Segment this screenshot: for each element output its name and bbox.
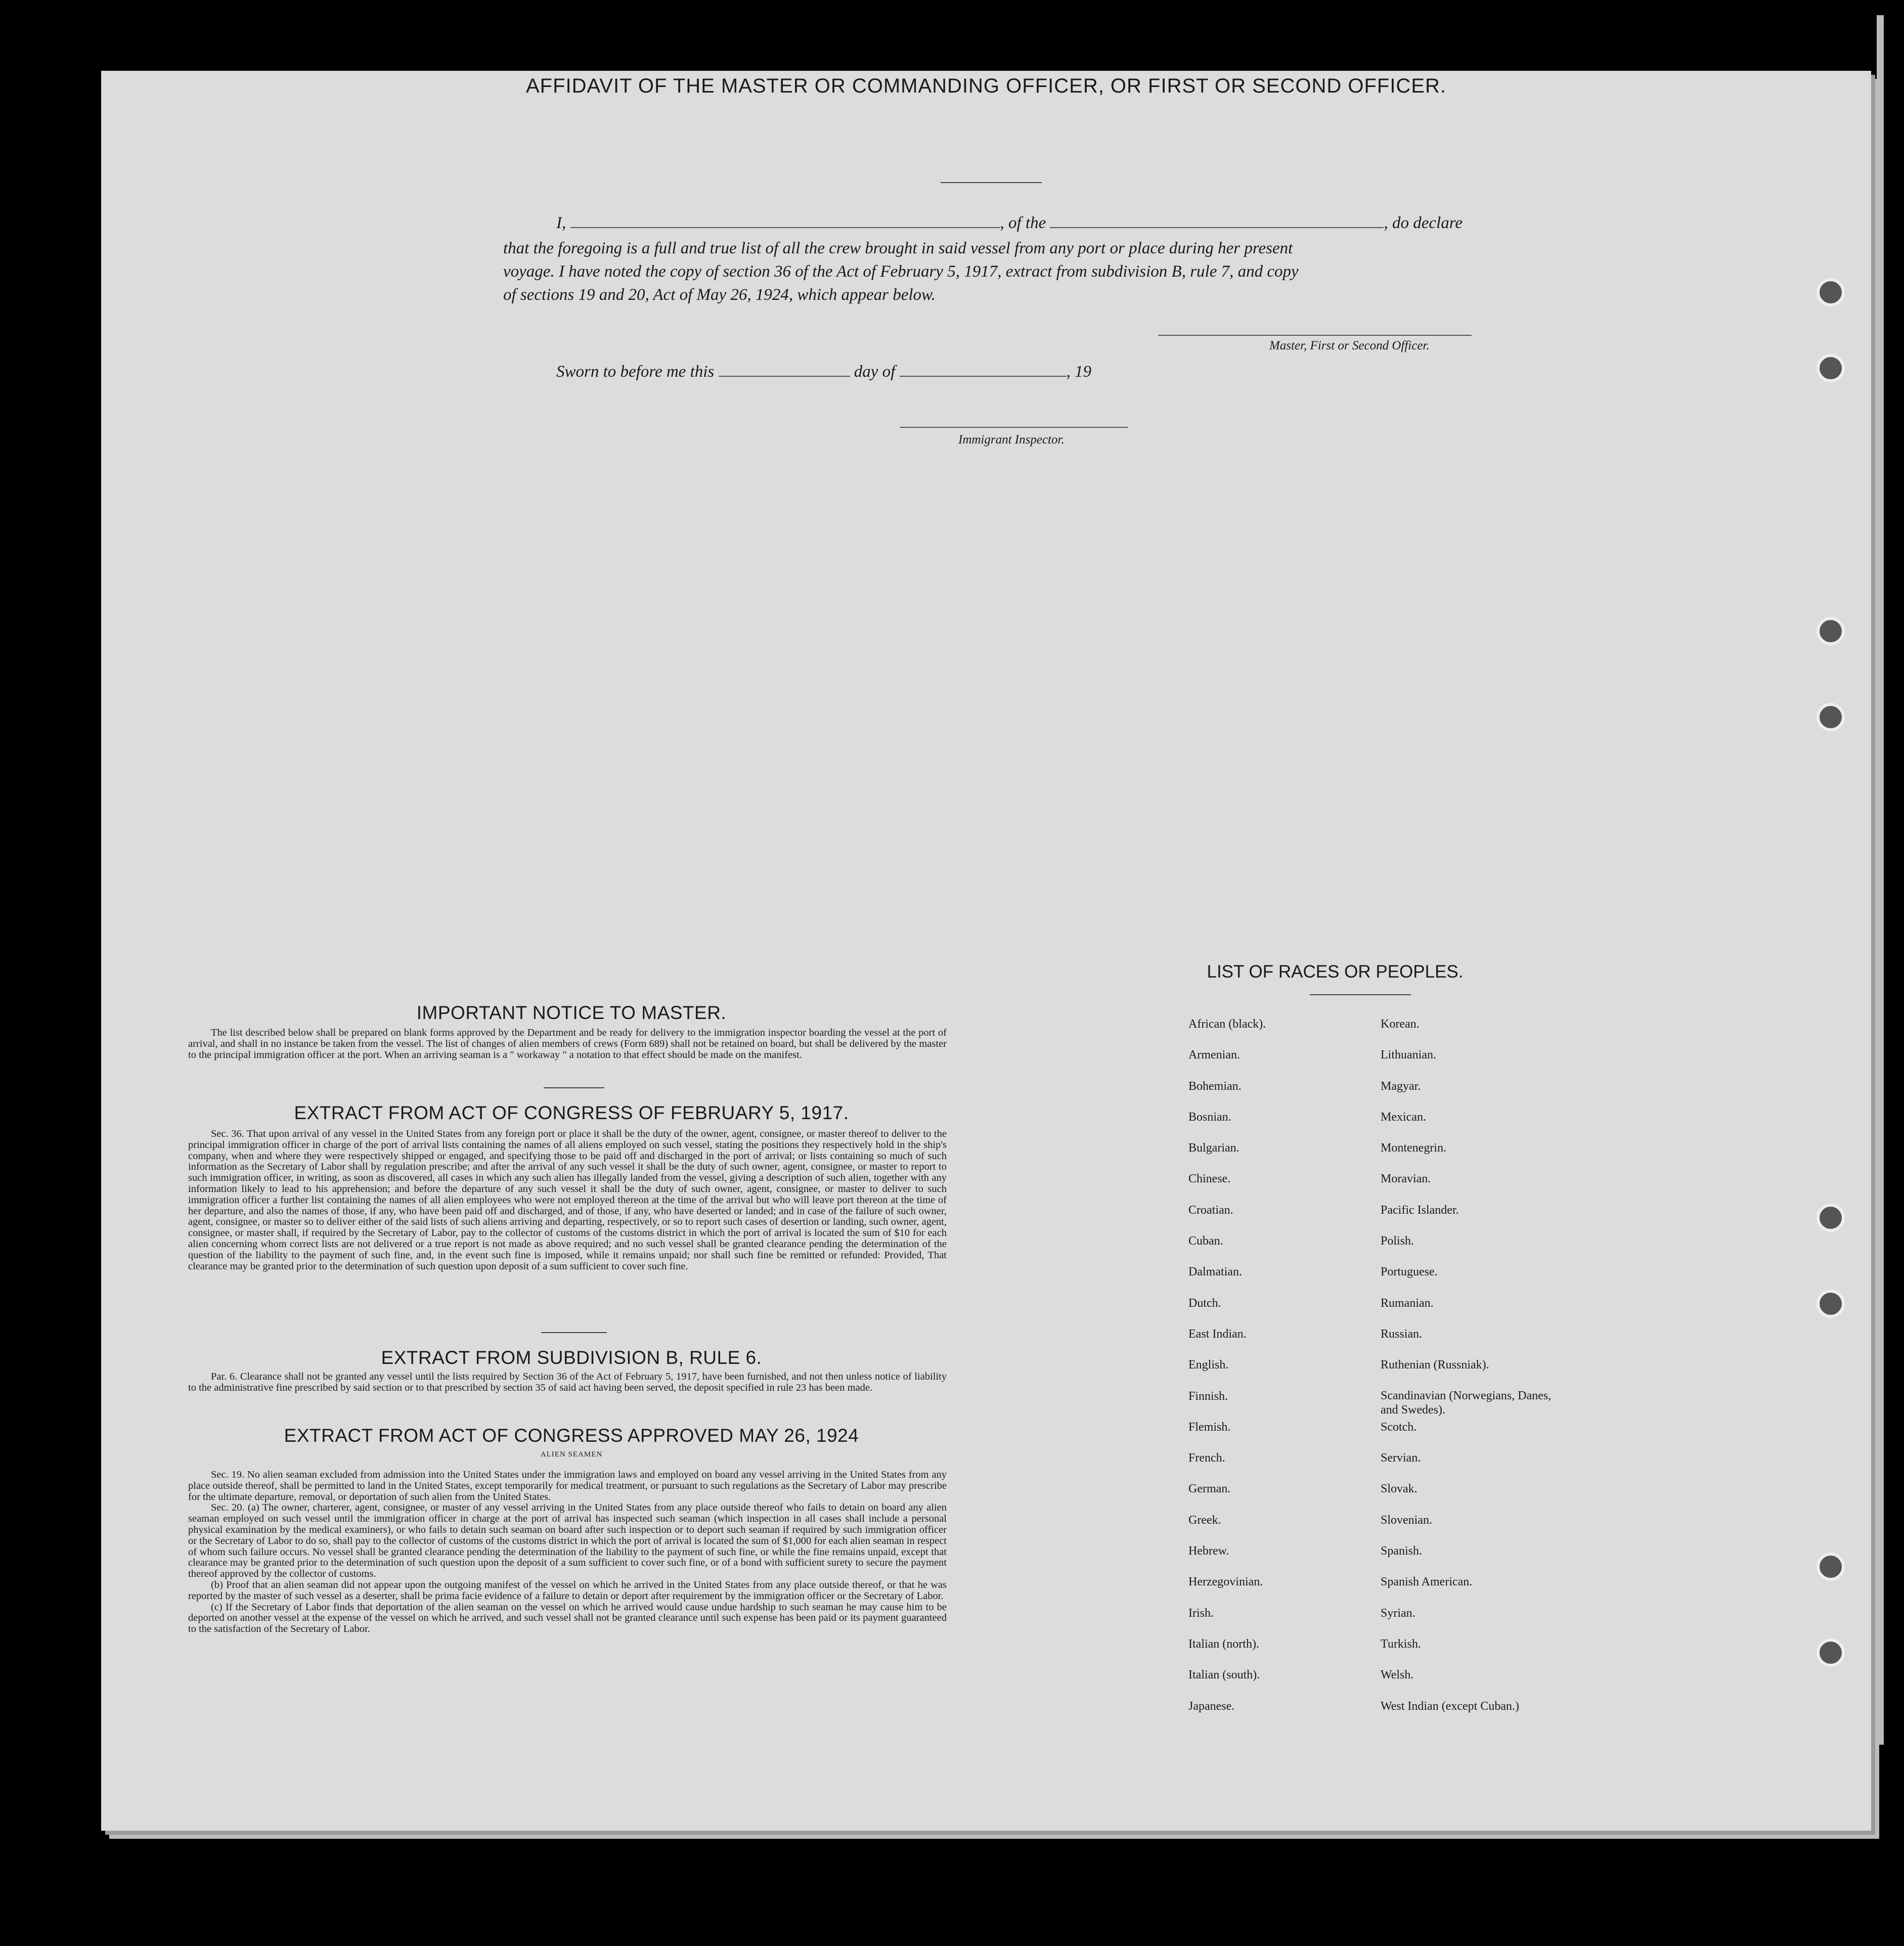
race-item: African (black). [1188, 1018, 1266, 1031]
race-item: Korean. [1381, 1018, 1420, 1031]
binder-hole [1817, 617, 1845, 645]
signature-field[interactable] [1158, 335, 1472, 336]
act-1924-sec20c: (c) If the Secretary of Labor finds that deportation of the alien seaman on the vessel on which he arrived would cause undue hardship to such seaman he may cause him to be deported on another vessel at the expense of the vessel on which he arrived, and such vessel shall not be granted clearance until such expense has been paid or its payment guaranteed to the satisfaction of the Secretary of Labor. [188, 1601, 947, 1635]
race-item: German. [1188, 1482, 1231, 1496]
race-item: Croatian. [1188, 1203, 1233, 1217]
race-item: Herzegovinian. [1188, 1575, 1263, 1589]
sworn-day-field[interactable] [719, 376, 850, 377]
race-item: Ruthenian (Russniak). [1381, 1358, 1489, 1372]
declaration-line3: of sections 19 and 20, Act of May 26, 1924, which appear below. [503, 286, 936, 304]
race-item: Italian (north). [1188, 1637, 1259, 1651]
binder-hole [1817, 703, 1845, 731]
name-field[interactable] [570, 227, 1000, 228]
act-1924-sec20b: (b) Proof that an alien seaman did not appear upon the outgoing manifest of the vessel on which he arrived in the United States from any place outside thereof, or that he was reported by the master of such vessel as a deserter, shall be prima facie evidence of a failure to detain or deport after requirement by the immigration officer or the Secretary of Labor. [188, 1579, 947, 1602]
race-item: Dutch. [1188, 1296, 1221, 1310]
race-item: Bulgarian. [1188, 1141, 1239, 1155]
race-item: Japanese. [1188, 1699, 1235, 1713]
declaration-line1: that the foregoing is a full and true list of all the crew brought in said vessel from any port or place during her present [503, 239, 1293, 257]
act-1917-sec36: Sec. 36. That upon arrival of any vessel in the United States from any foreign port or place it shall be the duty of the owner, agent, consignee, or master thereof to deliver to the principal immigration officer in charge of the port of arrival lists containing the names of all aliens employed on such vessel, stating the positions they respectively hold in the ship's company, when and where they were respectively shipped or engaged, and specifying those to be paid off and discharged in the port of arrival; or lists containing so much of such information as the Secretary of Labor shall by regulation prescribe; and after the arrival of any such vessel it shall be the duty of such owner, agent, consignee, or master to report to such immigration officer, in writing, as soon as discovered, all cases in which any such alien has illegally landed from the vessel, giving a description of such alien, together with any information likely to lead to his apprehension; and before the departure of any such vessel it shall be the duty of such owner, agent, consignee, or master to deliver to such immigration officer a further list containing the names of all alien employees who were not employed thereon at the time of the arrival but who will leave port thereon at the time of her departure, and also the names of those, if any, who have been paid off and discharged, and of those, if any, who have deserted or landed; and in case of the failure of such owner, agent, consignee, or master so to deliver either of the said lists of such aliens arriving and departing, respectively, or so to report such cases of desertion or landing, such owner, agent, consignee, or master shall, if required by the Secretary of Labor, pay to the collector of customs of the customs district in which the port of arrival is located the sum of $10 for each alien concerning whom correct lists are not delivered or a true report is not made as above required; and no such vessel shall be granted clearance pending the determination of the question of the liability to the payment of such fine, and, in the event such fine is imposed, while it remains unpaid; nor shall such fine be remitted or refunded: Provided, That clearance may be granted prior to the determination of such question upon deposit of a sum sufficient to cover such fine. [188, 1128, 947, 1272]
divider-rule [544, 1087, 604, 1088]
act-1917-title: EXTRACT FROM ACT OF CONGRESS OF FEBRUARY 5, 1917. [294, 1102, 849, 1123]
race-item: Welsh. [1381, 1668, 1414, 1682]
race-item: Slovak. [1381, 1482, 1418, 1496]
race-item: East Indian. [1188, 1327, 1247, 1341]
act-1917-text [188, 1129, 947, 1272]
race-item: Italian (south). [1188, 1668, 1260, 1682]
inspector-signature-field[interactable] [900, 427, 1128, 428]
race-item: Bohemian. [1188, 1079, 1242, 1093]
notice-paragraph: The list described below shall be prepared on blank forms approved by the Department and be ready for delivery to the immigration inspector boarding the vessel at the port of arrival, and shall in no instance be taken from the vessel. The list of changes of alien members of crews (Form 689) shall not be retained on board, but shall be delivered by the master to the principal immigration officer at the port. When an arriving seaman is a " workaway " a notation to that effect should be made on the manifest. [188, 1027, 947, 1060]
race-item: Syrian. [1381, 1606, 1415, 1620]
race-item: Scandinavian (Norwegians, Danes, and Swedes). [1381, 1389, 1552, 1417]
sworn-day-label: day of [854, 363, 896, 381]
race-item: Cuban. [1188, 1234, 1223, 1248]
affidavit-title: AFFIDAVIT OF THE MASTER OR COMMANDING OFFICER, OR FIRST OR SECOND OFFICER. [526, 75, 1446, 97]
inspector-label: Immigrant Inspector. [958, 433, 1065, 447]
binder-hole [1817, 354, 1845, 382]
act-1924-text [188, 1470, 947, 1635]
race-item: Hebrew. [1188, 1544, 1229, 1558]
binder-hole [1817, 1639, 1845, 1667]
race-item: Magyar. [1381, 1079, 1421, 1093]
act-1924-title: EXTRACT FROM ACT OF CONGRESS APPROVED MAY 26, 1924 [284, 1425, 859, 1446]
race-item: Mexican. [1381, 1110, 1426, 1124]
race-item: Spanish American. [1381, 1575, 1473, 1589]
races-rule [1310, 994, 1411, 995]
races-right-column [1381, 1016, 1553, 1730]
race-item: Russian. [1381, 1327, 1423, 1341]
race-item: Polish. [1381, 1234, 1414, 1248]
declare-of-the: , of the [1000, 214, 1046, 232]
notice-title: IMPORTANT NOTICE TO MASTER. [416, 1002, 727, 1023]
races-left-column [1188, 1016, 1266, 1730]
title-rule [941, 182, 1042, 183]
race-item: Montenegrin. [1381, 1141, 1446, 1155]
race-item: Moravian. [1381, 1172, 1431, 1186]
rule6-title: EXTRACT FROM SUBDIVISION B, RULE 6. [381, 1347, 762, 1368]
race-item: English. [1188, 1358, 1229, 1372]
act-1924-sec20a: Sec. 20. (a) The owner, charterer, agent, consignee, or master of any vessel arriving in the United States from any place outside thereof who fails to detain on board any alien seaman employed on such vessel until the immigration officer in charge at the port of arrival has inspected such seaman (which inspection in all cases shall include a personal physical examination by the medical examiners), or who fails to detain such seaman on board after such inspection or to deport such seaman if required by such immigration officer or the Secretary of Labor to do so, shall pay to the collector of customs of the customs district in which the port of arrival is located the sum of $1,000 for each alien seaman in respect of whom such failure occurs. No vessel shall be granted clearance pending the determination of the liability to the payment of such fine, or while the fine remains unpaid, except that clearance may be granted prior to the determination of such question upon the deposit of a sum sufficient to cover such fine, or of a bond with sufficient surety to secure the payment thereof approved by the collector of customs. [188, 1502, 947, 1580]
binder-hole [1817, 1290, 1845, 1318]
race-item: Bosnian. [1188, 1110, 1231, 1124]
race-item: Irish. [1188, 1606, 1214, 1620]
race-item: Flemish. [1188, 1420, 1231, 1434]
race-item: Armenian. [1188, 1048, 1240, 1062]
rule6-text [188, 1372, 947, 1394]
sworn-text: Sworn to before me this [556, 363, 715, 381]
race-item: Portuguese. [1381, 1265, 1438, 1279]
race-item: Scotch. [1381, 1420, 1417, 1434]
sworn-month-field[interactable] [900, 376, 1067, 377]
sworn-year-label: , 19 [1066, 363, 1092, 381]
race-item: Slovenian. [1381, 1513, 1432, 1527]
page-edge [1877, 15, 1884, 1745]
declare-i: I, [556, 214, 566, 232]
race-item: Rumanian. [1381, 1296, 1434, 1310]
race-item: Servian. [1381, 1451, 1421, 1465]
binder-hole [1817, 1204, 1845, 1232]
race-item: Pacific Islander. [1381, 1203, 1459, 1217]
sworn-line [556, 360, 1091, 383]
act-1924-subtitle: ALIEN SEAMEN [540, 1450, 603, 1458]
race-item: Spanish. [1381, 1544, 1423, 1558]
binder-hole [1817, 1553, 1845, 1581]
divider-rule [541, 1332, 607, 1333]
binder-hole [1817, 278, 1845, 306]
declaration-line0 [556, 211, 1463, 235]
declaration-line2: voyage. I have noted the copy of section 36 of the Act of February 5, 1917, extract from subdivision B, rule 7, and copy [503, 262, 1299, 281]
declare-do: , do declare [1384, 214, 1463, 232]
race-item: Greek. [1188, 1513, 1221, 1527]
race-item: French. [1188, 1451, 1225, 1465]
act-1924-sec19: Sec. 19. No alien seaman excluded from admission into the United States under the immigration laws and employed on board any vessel arriving in the United States from any place outside thereof, shall be permitted to land in the United States, except temporarily for medical treatment, or pursuant to such regulations as the Secretary of Labor may prescribe for the ultimate departure, removal, or deportation of such alien from the United States. [188, 1469, 947, 1502]
notice-text [188, 1028, 947, 1060]
race-item: West Indian (except Cuban.) [1381, 1699, 1519, 1713]
race-item: Chinese. [1188, 1172, 1231, 1186]
races-title: LIST OF RACES OR PEOPLES. [1207, 962, 1464, 982]
rule6-par6: Par. 6. Clearance shall not be granted any vessel until the lists required by Section 36 of the Act of February 5, 1917, have been furnished, and not then unless notice of liability to the administrative fine prescribed by said section or to that prescribed by section 35 of said act having been served, the deposit specified in rule 23 has been made. [188, 1371, 947, 1393]
race-item: Lithuanian. [1381, 1048, 1436, 1062]
race-item: Finnish. [1188, 1389, 1228, 1403]
race-item: Turkish. [1381, 1637, 1421, 1651]
race-item: Dalmatian. [1188, 1265, 1242, 1279]
signer-label: Master, First or Second Officer. [1269, 339, 1430, 352]
vessel-field[interactable] [1050, 227, 1384, 228]
